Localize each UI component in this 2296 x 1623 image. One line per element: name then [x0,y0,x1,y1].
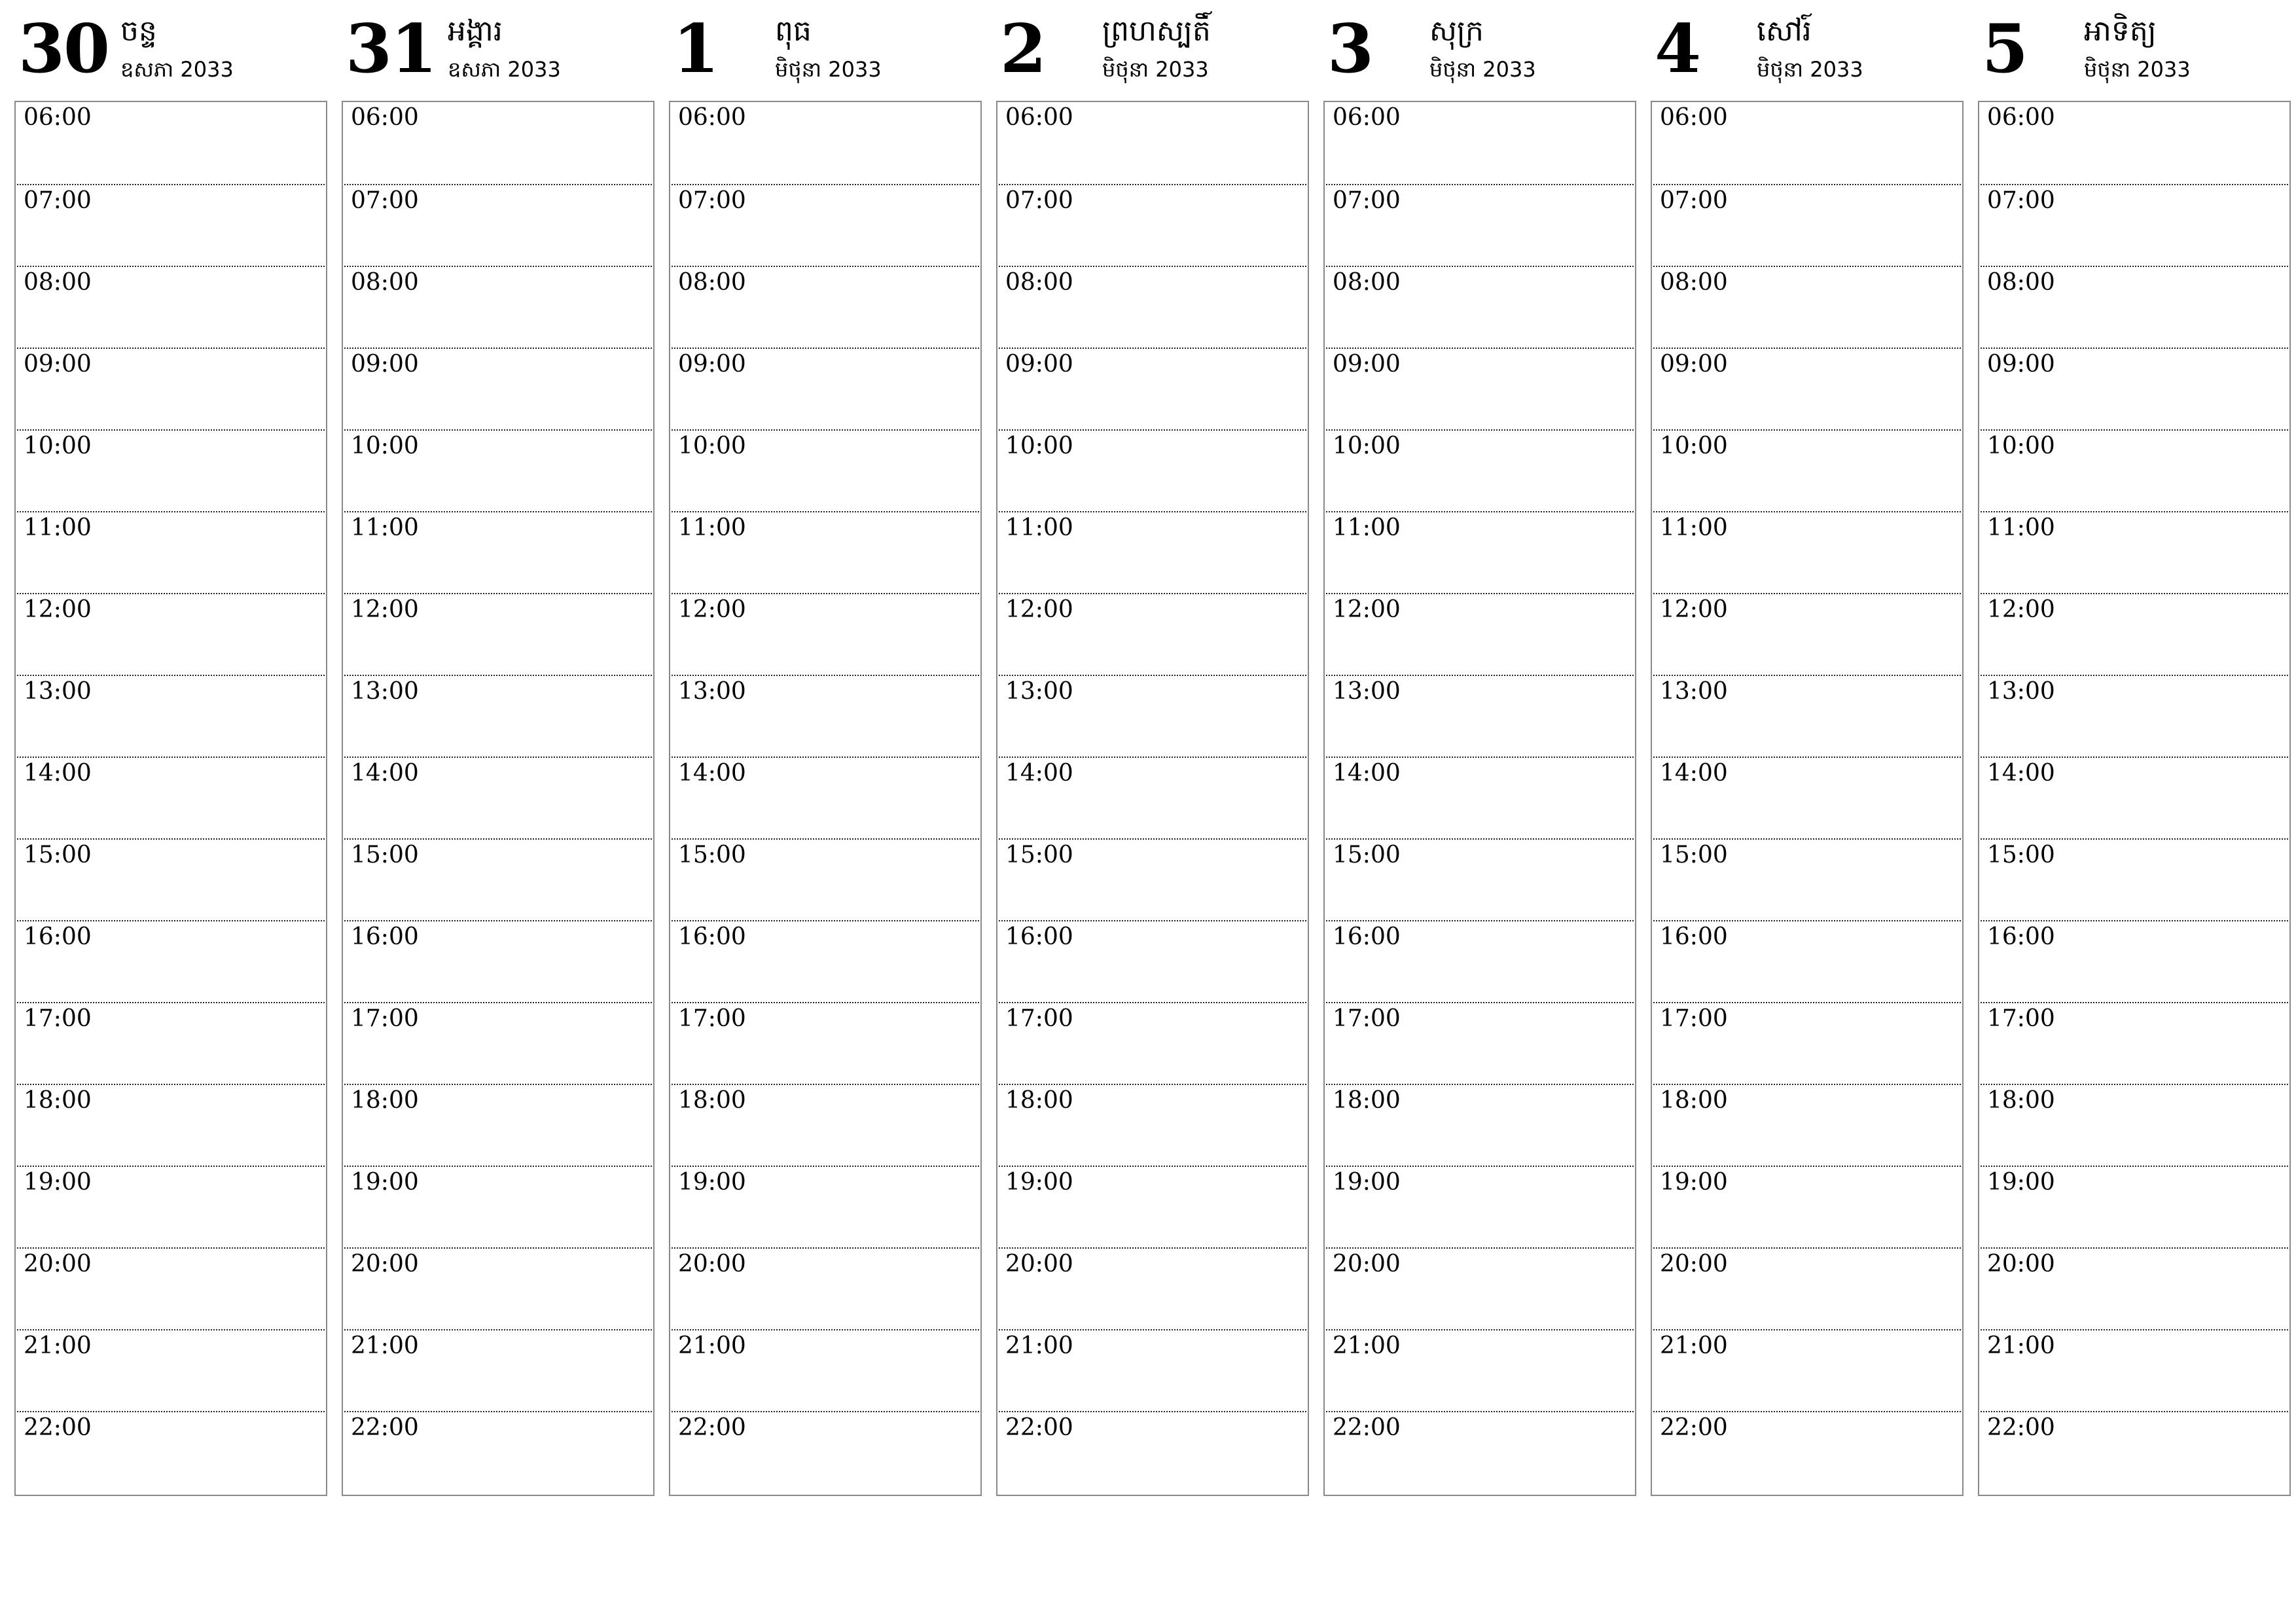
hour-label: 12:00 [1660,596,1728,623]
hour-label: 16:00 [1005,923,1073,950]
hour-slot[interactable] [1326,1329,1634,1411]
day-number: 30 [18,10,109,88]
day-column-4 [996,0,1309,1499]
hour-label: 14:00 [1987,760,2055,787]
hour-label: 18:00 [24,1087,92,1114]
hour-slot[interactable] [1653,838,1961,920]
hour-slot[interactable] [17,1002,325,1084]
hour-slot[interactable] [1326,838,1634,920]
hour-slot[interactable] [1981,757,2288,838]
hour-label: 08:00 [1005,269,1073,296]
hour-slot[interactable] [17,1329,325,1411]
hour-label: 09:00 [678,351,746,378]
hour-label: 10:00 [1333,433,1401,459]
hour-label: 06:00 [1660,104,1728,131]
hour-slot[interactable] [1981,266,2288,348]
hour-slot[interactable] [1981,348,2288,429]
day-header [996,0,1309,99]
hour-slot[interactable] [999,511,1306,593]
weekly-planner [14,0,2286,1499]
hour-slot[interactable] [1981,593,2288,675]
hour-slot[interactable] [17,1166,325,1247]
hour-label: 11:00 [351,514,419,541]
hour-label: 06:00 [24,104,92,131]
hour-slot[interactable] [999,102,1306,184]
hour-label: 19:00 [351,1169,419,1196]
hour-label: 09:00 [1005,351,1073,378]
month-year: មិថុនា 2033 [1429,57,1536,82]
hour-slot[interactable] [1326,1411,1634,1493]
hour-label: 22:00 [678,1414,746,1441]
day-number: 5 [1982,10,2027,88]
hour-slot[interactable] [1653,348,1961,429]
hour-label: 17:00 [678,1005,746,1032]
hour-label: 06:00 [1987,104,2055,131]
hour-label: 15:00 [24,842,92,868]
hour-slot[interactable] [672,1247,979,1329]
hour-slot[interactable] [672,102,979,184]
hour-slot[interactable] [1653,1002,1961,1084]
day-number: 31 [346,10,436,88]
hour-label: 09:00 [1987,351,2055,378]
hour-slot[interactable] [1326,1166,1634,1247]
hour-slot[interactable] [999,184,1306,266]
hour-label: 15:00 [1987,842,2055,868]
hour-label: 20:00 [1660,1251,1728,1277]
hour-label: 08:00 [1333,269,1401,296]
hour-slot[interactable] [344,757,652,838]
hour-label: 13:00 [1660,678,1728,705]
hour-label: 14:00 [1005,760,1073,787]
hour-label: 22:00 [1660,1414,1728,1441]
hour-slot[interactable] [1981,1166,2288,1247]
hour-slot[interactable] [17,593,325,675]
hour-label: 07:00 [678,187,746,214]
hour-label: 20:00 [1333,1251,1401,1277]
hour-label: 13:00 [1987,678,2055,705]
hour-label: 14:00 [351,760,419,787]
hour-slot[interactable] [999,675,1306,757]
hour-label: 21:00 [1333,1332,1401,1359]
hour-label: 22:00 [1333,1414,1401,1441]
hour-label: 19:00 [678,1169,746,1196]
hour-label: 06:00 [1333,104,1401,131]
month-year: មិថុនា 2033 [775,57,882,82]
hour-slot[interactable] [344,593,652,675]
hour-slot[interactable] [1981,1329,2288,1411]
hour-label: 17:00 [1005,1005,1073,1032]
hour-label: 10:00 [1660,433,1728,459]
hour-label: 22:00 [1987,1414,2055,1441]
hour-label: 09:00 [351,351,419,378]
hour-label: 13:00 [1005,678,1073,705]
hour-slot[interactable] [1653,593,1961,675]
month-year: មិថុនា 2033 [1757,57,1863,82]
hour-slot[interactable] [1981,838,2288,920]
hour-label: 12:00 [24,596,92,623]
hour-label: 07:00 [1987,187,2055,214]
hour-label: 18:00 [1660,1087,1728,1114]
weekday-name: ពុធ [775,14,812,48]
hour-label: 12:00 [351,596,419,623]
hour-label: 13:00 [351,678,419,705]
hour-slot[interactable] [672,429,979,511]
hour-slot[interactable] [999,1002,1306,1084]
hour-slot[interactable] [1326,102,1634,184]
day-header [342,0,655,99]
hour-slot[interactable] [672,920,979,1002]
hour-label: 21:00 [1660,1332,1728,1359]
hour-label: 10:00 [1005,433,1073,459]
hour-slot[interactable] [1326,920,1634,1002]
hour-label: 11:00 [1333,514,1401,541]
hour-label: 07:00 [24,187,92,214]
hour-slot[interactable] [1326,184,1634,266]
hour-slot[interactable] [1981,102,2288,184]
hour-slot[interactable] [1326,593,1634,675]
hour-slot[interactable] [1653,757,1961,838]
hour-slot[interactable] [999,1084,1306,1166]
hour-slot[interactable] [1981,675,2288,757]
hour-label: 07:00 [351,187,419,214]
hour-slot[interactable] [1653,266,1961,348]
hour-label: 13:00 [1333,678,1401,705]
day-header [669,0,982,99]
hour-label: 06:00 [1005,104,1073,131]
hour-label: 17:00 [1333,1005,1401,1032]
hour-slot[interactable] [344,1329,652,1411]
hour-label: 14:00 [24,760,92,787]
hour-slot[interactable] [1326,266,1634,348]
hour-label: 09:00 [1333,351,1401,378]
hour-slot[interactable] [999,1411,1306,1493]
day-number: 3 [1327,10,1372,88]
weekday-name: ចន្ទ [120,14,157,48]
hour-slot[interactable] [999,1247,1306,1329]
hours-box [14,101,327,1496]
hour-slot[interactable] [999,1166,1306,1247]
day-column-3 [669,0,982,1499]
hours-box [1323,101,1636,1496]
hours-box [1978,101,2291,1496]
hour-label: 09:00 [24,351,92,378]
hour-slot[interactable] [999,757,1306,838]
month-year: មិថុនា 2033 [1102,57,1209,82]
hour-slot[interactable] [1326,1247,1634,1329]
hour-label: 07:00 [1660,187,1728,214]
hour-slot[interactable] [672,757,979,838]
hour-slot[interactable] [999,593,1306,675]
hour-slot[interactable] [672,348,979,429]
hour-label: 12:00 [1005,596,1073,623]
hour-label: 14:00 [1660,760,1728,787]
hour-slot[interactable] [17,429,325,511]
hour-slot[interactable] [1326,348,1634,429]
hour-label: 11:00 [1005,514,1073,541]
hour-slot[interactable] [999,429,1306,511]
weekday-name: សៅរ៍ [1757,14,1812,48]
hour-label: 16:00 [351,923,419,950]
day-number: 4 [1655,10,1700,88]
hour-label: 22:00 [1005,1414,1073,1441]
hour-label: 08:00 [351,269,419,296]
hour-label: 06:00 [678,104,746,131]
hour-slot[interactable] [17,920,325,1002]
hour-label: 12:00 [678,596,746,623]
hour-slot[interactable] [344,920,652,1002]
hour-slot[interactable] [344,348,652,429]
hour-label: 15:00 [1333,842,1401,868]
hour-label: 17:00 [351,1005,419,1032]
hour-slot[interactable] [344,429,652,511]
hour-slot[interactable] [999,838,1306,920]
hour-slot[interactable] [999,266,1306,348]
hour-slot[interactable] [1653,1166,1961,1247]
hour-label: 08:00 [678,269,746,296]
hour-slot[interactable] [344,838,652,920]
hour-label: 10:00 [678,433,746,459]
hour-slot[interactable] [17,757,325,838]
hour-slot[interactable] [1981,429,2288,511]
hour-label: 18:00 [678,1087,746,1114]
hour-slot[interactable] [1653,511,1961,593]
hour-label: 20:00 [678,1251,746,1277]
hour-slot[interactable] [17,1411,325,1493]
hour-slot[interactable] [1653,920,1961,1002]
month-year: ឧសភា 2033 [448,57,561,82]
hour-label: 11:00 [1987,514,2055,541]
hour-label: 20:00 [1005,1251,1073,1277]
hour-label: 18:00 [1005,1087,1073,1114]
hour-slot[interactable] [17,838,325,920]
day-column-2 [342,0,655,1499]
hour-slot[interactable] [1653,102,1961,184]
hour-slot[interactable] [672,675,979,757]
hour-slot[interactable] [344,1411,652,1493]
hour-slot[interactable] [672,1002,979,1084]
hour-slot[interactable] [344,1002,652,1084]
hour-label: 13:00 [678,678,746,705]
hour-slot[interactable] [672,838,979,920]
hour-label: 16:00 [24,923,92,950]
hour-label: 15:00 [351,842,419,868]
hour-slot[interactable] [999,348,1306,429]
hour-label: 15:00 [1005,842,1073,868]
hour-label: 19:00 [1005,1169,1073,1196]
hour-label: 12:00 [1333,596,1401,623]
hour-label: 19:00 [24,1169,92,1196]
hour-slot[interactable] [672,511,979,593]
hour-label: 19:00 [1333,1169,1401,1196]
day-number: 2 [1000,10,1045,88]
hours-box [1651,101,1964,1496]
hour-slot[interactable] [1653,429,1961,511]
hour-label: 10:00 [1987,433,2055,459]
hour-label: 14:00 [678,760,746,787]
hour-slot[interactable] [1653,675,1961,757]
hour-slot[interactable] [999,920,1306,1002]
hour-slot[interactable] [672,1084,979,1166]
hour-label: 10:00 [24,433,92,459]
weekday-name: អាទិត្យ [2084,14,2157,48]
hour-label: 08:00 [1660,269,1728,296]
hour-label: 09:00 [1660,351,1728,378]
hour-slot[interactable] [1981,1084,2288,1166]
hour-slot[interactable] [1981,184,2288,266]
hour-slot[interactable] [17,102,325,184]
hour-label: 08:00 [24,269,92,296]
hour-label: 16:00 [678,923,746,950]
hour-slot[interactable] [672,184,979,266]
day-header [1651,0,1964,99]
day-number: 1 [673,10,718,88]
day-column-1 [14,0,327,1499]
hour-slot[interactable] [1326,675,1634,757]
hour-slot[interactable] [672,1166,979,1247]
weekday-name: សុក្រ [1429,14,1484,48]
hour-slot[interactable] [344,266,652,348]
hour-slot[interactable] [1326,1084,1634,1166]
hours-box [342,101,655,1496]
weekday-name: ព្រហស្បតិ៍ [1102,14,1211,48]
hour-label: 20:00 [1987,1251,2055,1277]
hour-slot[interactable] [1981,920,2288,1002]
hour-label: 08:00 [1987,269,2055,296]
hour-label: 18:00 [351,1087,419,1114]
hour-slot[interactable] [1981,1247,2288,1329]
hour-label: 11:00 [1660,514,1728,541]
hour-label: 16:00 [1660,923,1728,950]
hour-label: 17:00 [24,1005,92,1032]
hour-label: 15:00 [678,842,746,868]
hour-label: 16:00 [1333,923,1401,950]
hour-slot[interactable] [344,102,652,184]
hour-slot[interactable] [1326,1002,1634,1084]
day-header [14,0,327,99]
hour-label: 22:00 [24,1414,92,1441]
hour-slot[interactable] [17,266,325,348]
hour-slot[interactable] [344,184,652,266]
hour-slot[interactable] [1326,429,1634,511]
hour-slot[interactable] [1653,184,1961,266]
hour-label: 17:00 [1987,1005,2055,1032]
day-header [1323,0,1636,99]
day-column-5 [1323,0,1636,1499]
hour-slot[interactable] [672,266,979,348]
day-header [1978,0,2291,99]
hour-label: 06:00 [351,104,419,131]
hour-label: 21:00 [24,1332,92,1359]
hours-box [996,101,1309,1496]
hour-label: 13:00 [24,678,92,705]
hour-label: 19:00 [1660,1169,1728,1196]
hour-slot[interactable] [17,511,325,593]
hour-label: 18:00 [1333,1087,1401,1114]
hour-slot[interactable] [17,1084,325,1166]
hour-label: 20:00 [351,1251,419,1277]
hour-slot[interactable] [999,1329,1306,1411]
hour-label: 11:00 [678,514,746,541]
hour-label: 20:00 [24,1251,92,1277]
hour-slot[interactable] [1981,1411,2288,1493]
hour-slot[interactable] [17,348,325,429]
hour-slot[interactable] [17,675,325,757]
hour-slot[interactable] [672,593,979,675]
month-year: មិថុនា 2033 [2084,57,2191,82]
hour-slot[interactable] [1981,1002,2288,1084]
hour-slot[interactable] [672,1411,979,1493]
hour-label: 11:00 [24,514,92,541]
hour-label: 21:00 [351,1332,419,1359]
hour-slot[interactable] [1981,511,2288,593]
hour-label: 14:00 [1333,760,1401,787]
hour-label: 07:00 [1333,187,1401,214]
hour-slot[interactable] [344,511,652,593]
hour-slot[interactable] [672,1329,979,1411]
hour-label: 19:00 [1987,1169,2055,1196]
hour-label: 15:00 [1660,842,1728,868]
day-column-7 [1978,0,2291,1499]
hour-slot[interactable] [1653,1084,1961,1166]
hours-box [669,101,982,1496]
hour-label: 17:00 [1660,1005,1728,1032]
weekday-name: អង្គារ [448,14,503,48]
hour-slot[interactable] [344,1247,652,1329]
hour-slot[interactable] [17,1247,325,1329]
hour-label: 21:00 [1005,1332,1073,1359]
hour-label: 10:00 [351,433,419,459]
hour-slot[interactable] [1326,757,1634,838]
hour-label: 18:00 [1987,1087,2055,1114]
hour-slot[interactable] [1326,511,1634,593]
hour-slot[interactable] [17,184,325,266]
hour-label: 12:00 [1987,596,2055,623]
hour-label: 21:00 [1987,1332,2055,1359]
month-year: ឧសភា 2033 [120,57,234,82]
hour-slot[interactable] [344,1166,652,1247]
hour-slot[interactable] [1653,1411,1961,1493]
hour-label: 22:00 [351,1414,419,1441]
hour-slot[interactable] [1653,1247,1961,1329]
day-column-6 [1651,0,1964,1499]
hour-label: 07:00 [1005,187,1073,214]
hour-label: 16:00 [1987,923,2055,950]
hour-slot[interactable] [344,1084,652,1166]
hour-slot[interactable] [1653,1329,1961,1411]
hour-slot[interactable] [344,675,652,757]
hour-label: 21:00 [678,1332,746,1359]
